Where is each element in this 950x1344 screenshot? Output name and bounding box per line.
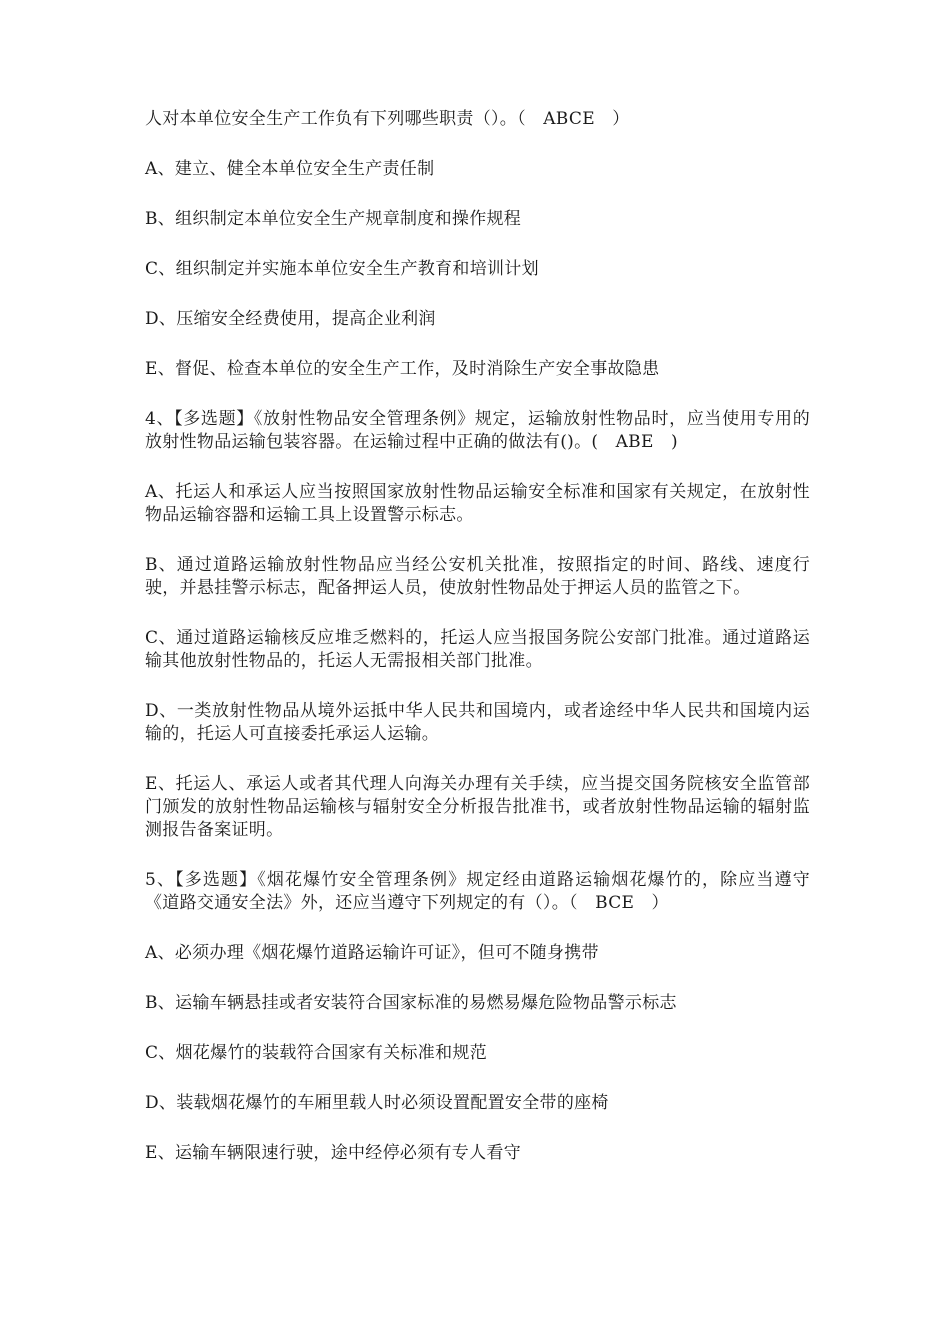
question-4-option-d: D、一类放射性物品从境外运抵中华人民共和国境内，或者途经中华人民共和国境内运输的，托运人可直接委托承运人运输。 — [145, 701, 810, 744]
question-4-option-e: E、托运人、承运人或者其代理人向海关办理有关手续，应当提交国务院核安全监管部门颁发的放射性物品运输核与辐射安全分析报告批准书，或者放射性物品运输的辐射监测报告备案证明。 — [145, 774, 810, 840]
question-3-option-e: E、督促、检查本单位的安全生产工作，及时消除生产安全事故隐患 — [145, 359, 660, 379]
document-page — [145, 108, 810, 1192]
question-5-option-d: D、装载烟花爆竹的车厢里载人时必须设置配置安全带的座椅 — [145, 1093, 609, 1113]
question-3-option-a: A、建立、健全本单位安全生产责任制 — [145, 159, 435, 179]
question-3-option-d: D、压缩安全经费使用，提高企业利润 — [145, 309, 436, 329]
question-5-stem: 5、【多选题】《烟花爆竹安全管理条例》规定经由道路运输烟花爆竹的，除应当遵守《道路交通安全法》外，还应当遵守下列规定的有（）。（ BCE ） — [145, 870, 810, 913]
question-5-option-b: B、运输车辆悬挂或者安装符合国家标准的易燃易爆危险物品警示标志 — [145, 993, 677, 1013]
question-3-option-c: C、组织制定并实施本单位安全生产教育和培训计划 — [145, 259, 539, 279]
question-5-option-a: A、必须办理《烟花爆竹道路运输许可证》，但可不随身携带 — [145, 943, 599, 963]
question-3-stem-continuation: 人对本单位安全生产工作负有下列哪些职责（）。（ ABCE ） — [145, 109, 630, 129]
question-4-option-a: A、托运人和承运人应当按照国家放射性物品运输安全标准和国家有关规定，在放射性物品运输容器和运输工具上设置警示标志。 — [145, 482, 810, 525]
question-4-option-b: B、通过道路运输放射性物品应当经公安机关批准，按照指定的时间、路线、速度行驶，并悬挂警示标志，配备押运人员，使放射性物品处于押运人员的监管之下。 — [145, 555, 810, 598]
question-3-option-b: B、组织制定本单位安全生产规章制度和操作规程 — [145, 209, 522, 229]
question-5-option-e: E、运输车辆限速行驶，途中经停必须有专人看守 — [145, 1143, 522, 1163]
question-5-option-c: C、烟花爆竹的装载符合国家有关标准和规范 — [145, 1043, 488, 1063]
question-4-option-c: C、通过道路运输核反应堆乏燃料的，托运人应当报国务院公安部门批准。通过道路运输其他放射性物品的，托运人无需报相关部门批准。 — [145, 628, 810, 671]
question-4-stem: 4、【多选题】《放射性物品安全管理条例》规定，运输放射性物品时，应当使用专用的放射性物品运输包装容器。在运输过程中正确的做法有()。( ABE ) — [145, 409, 810, 452]
